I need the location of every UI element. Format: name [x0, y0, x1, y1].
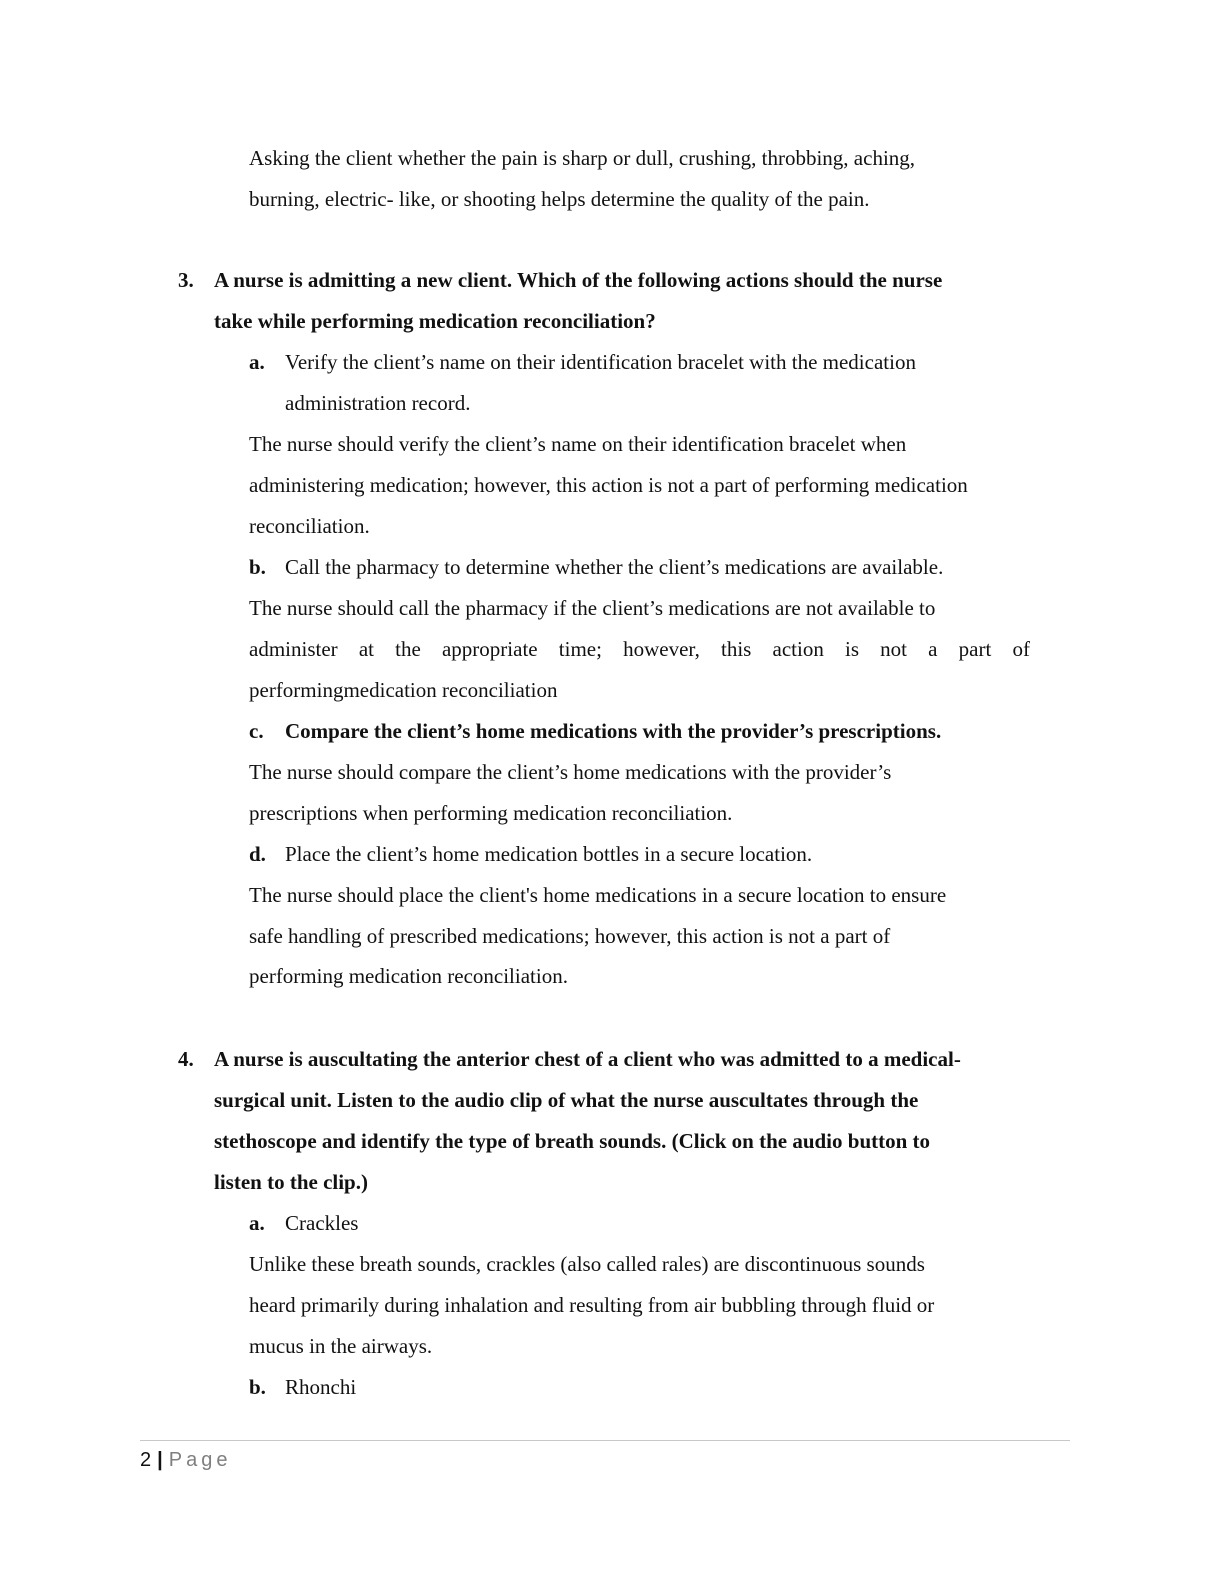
question-3-stem-line-2: take while performing medication reconciliation?	[214, 309, 656, 333]
q3-option-b-rationale-3: performingmedication reconciliation	[249, 678, 558, 702]
q4-option-a	[249, 1210, 358, 1236]
q3-option-c-rationale-2: prescriptions when performing medication reconciliation.	[249, 801, 733, 825]
q3-option-d-text: Place the client’s home medication bottles in a secure location.	[285, 842, 813, 866]
q3-option-c-label: c.	[249, 719, 264, 743]
q3-option-d	[249, 841, 812, 867]
q4-option-a-rationale-1: Unlike these breath sounds, crackles (also called rales) are discontinuous sounds	[249, 1252, 925, 1276]
q3-option-a-text-1: Verify the client’s name on their identification bracelet with the medication	[285, 350, 916, 374]
q3-option-a-text-2: administration record.	[285, 391, 471, 415]
q3-option-d-label: d.	[249, 842, 266, 866]
question-4-stem-line-4: listen to the clip.)	[214, 1170, 368, 1194]
footer-divider	[140, 1440, 1070, 1441]
q3-option-c-rationale-1: The nurse should compare the client’s home medications with the provider’s	[249, 760, 892, 784]
question-3-number: 3.	[178, 268, 194, 292]
q3-option-b	[249, 554, 943, 580]
q4-option-b	[249, 1374, 356, 1400]
q3-option-b-rationale-1: The nurse should call the pharmacy if the client’s medications are not available to	[249, 596, 936, 620]
q3-option-b-label: b.	[249, 555, 266, 579]
q4-option-a-rationale-2: heard primarily during inhalation and resulting from air bubbling through fluid or	[249, 1293, 935, 1317]
q3-option-a-rationale-3: reconciliation.	[249, 514, 370, 538]
q4-option-b-label: b.	[249, 1375, 266, 1399]
q3-option-c-text: Compare the client’s home medications with the provider’s prescriptions.	[285, 719, 942, 743]
page-label: Page	[168, 1449, 232, 1471]
q3-option-a-label: a.	[249, 350, 265, 374]
page-footer	[140, 1447, 231, 1473]
q3-option-a-rationale-2: administering medication; however, this action is not a part of performing medication	[249, 473, 968, 497]
intro-line-2: burning, electric- like, or shooting helps determine the quality of the pain.	[249, 187, 870, 211]
q4-option-b-text: Rhonchi	[285, 1375, 357, 1399]
q3-option-d-rationale-2: safe handling of prescribed medications; however, this action is not a part of	[249, 924, 891, 948]
q3-option-a	[249, 349, 916, 375]
q3-option-b-text: Call the pharmacy to determine whether the client’s medications are available.	[285, 555, 944, 579]
q3-option-d-rationale-1: The nurse should place the client's home medications in a secure location to ensure	[249, 883, 947, 907]
question-4-number: 4.	[178, 1047, 194, 1071]
page-number: 2	[140, 1449, 152, 1471]
q3-option-b-rationale-2: administer at the appropriate time; however, this action is not a part of	[249, 637, 1030, 661]
question-4-stem-line-2: surgical unit. Listen to the audio clip of what the nurse auscultates through the	[214, 1088, 919, 1112]
q4-option-a-rationale-3: mucus in the airways.	[249, 1334, 433, 1358]
question-4-stem-line-1: A nurse is auscultating the anterior chest of a client who was admitted to a medical-	[214, 1047, 961, 1071]
question-4-stem-line-3: stethoscope and identify the type of breath sounds. (Click on the audio button to	[214, 1129, 931, 1153]
intro-line-1: Asking the client whether the pain is sharp or dull, crushing, throbbing, aching,	[249, 146, 916, 170]
q3-option-c-correct	[249, 718, 941, 744]
question-3-stem-line-1: A nurse is admitting a new client. Which of the following actions should the nurse	[214, 268, 943, 292]
q4-option-a-text: Crackles	[285, 1211, 359, 1235]
footer-separator: |	[157, 1449, 163, 1471]
q3-option-d-rationale-3: performing medication reconciliation.	[249, 964, 568, 988]
q4-option-a-label: a.	[249, 1211, 265, 1235]
q3-option-a-rationale-1: The nurse should verify the client’s name on their identification bracelet when	[249, 432, 907, 456]
